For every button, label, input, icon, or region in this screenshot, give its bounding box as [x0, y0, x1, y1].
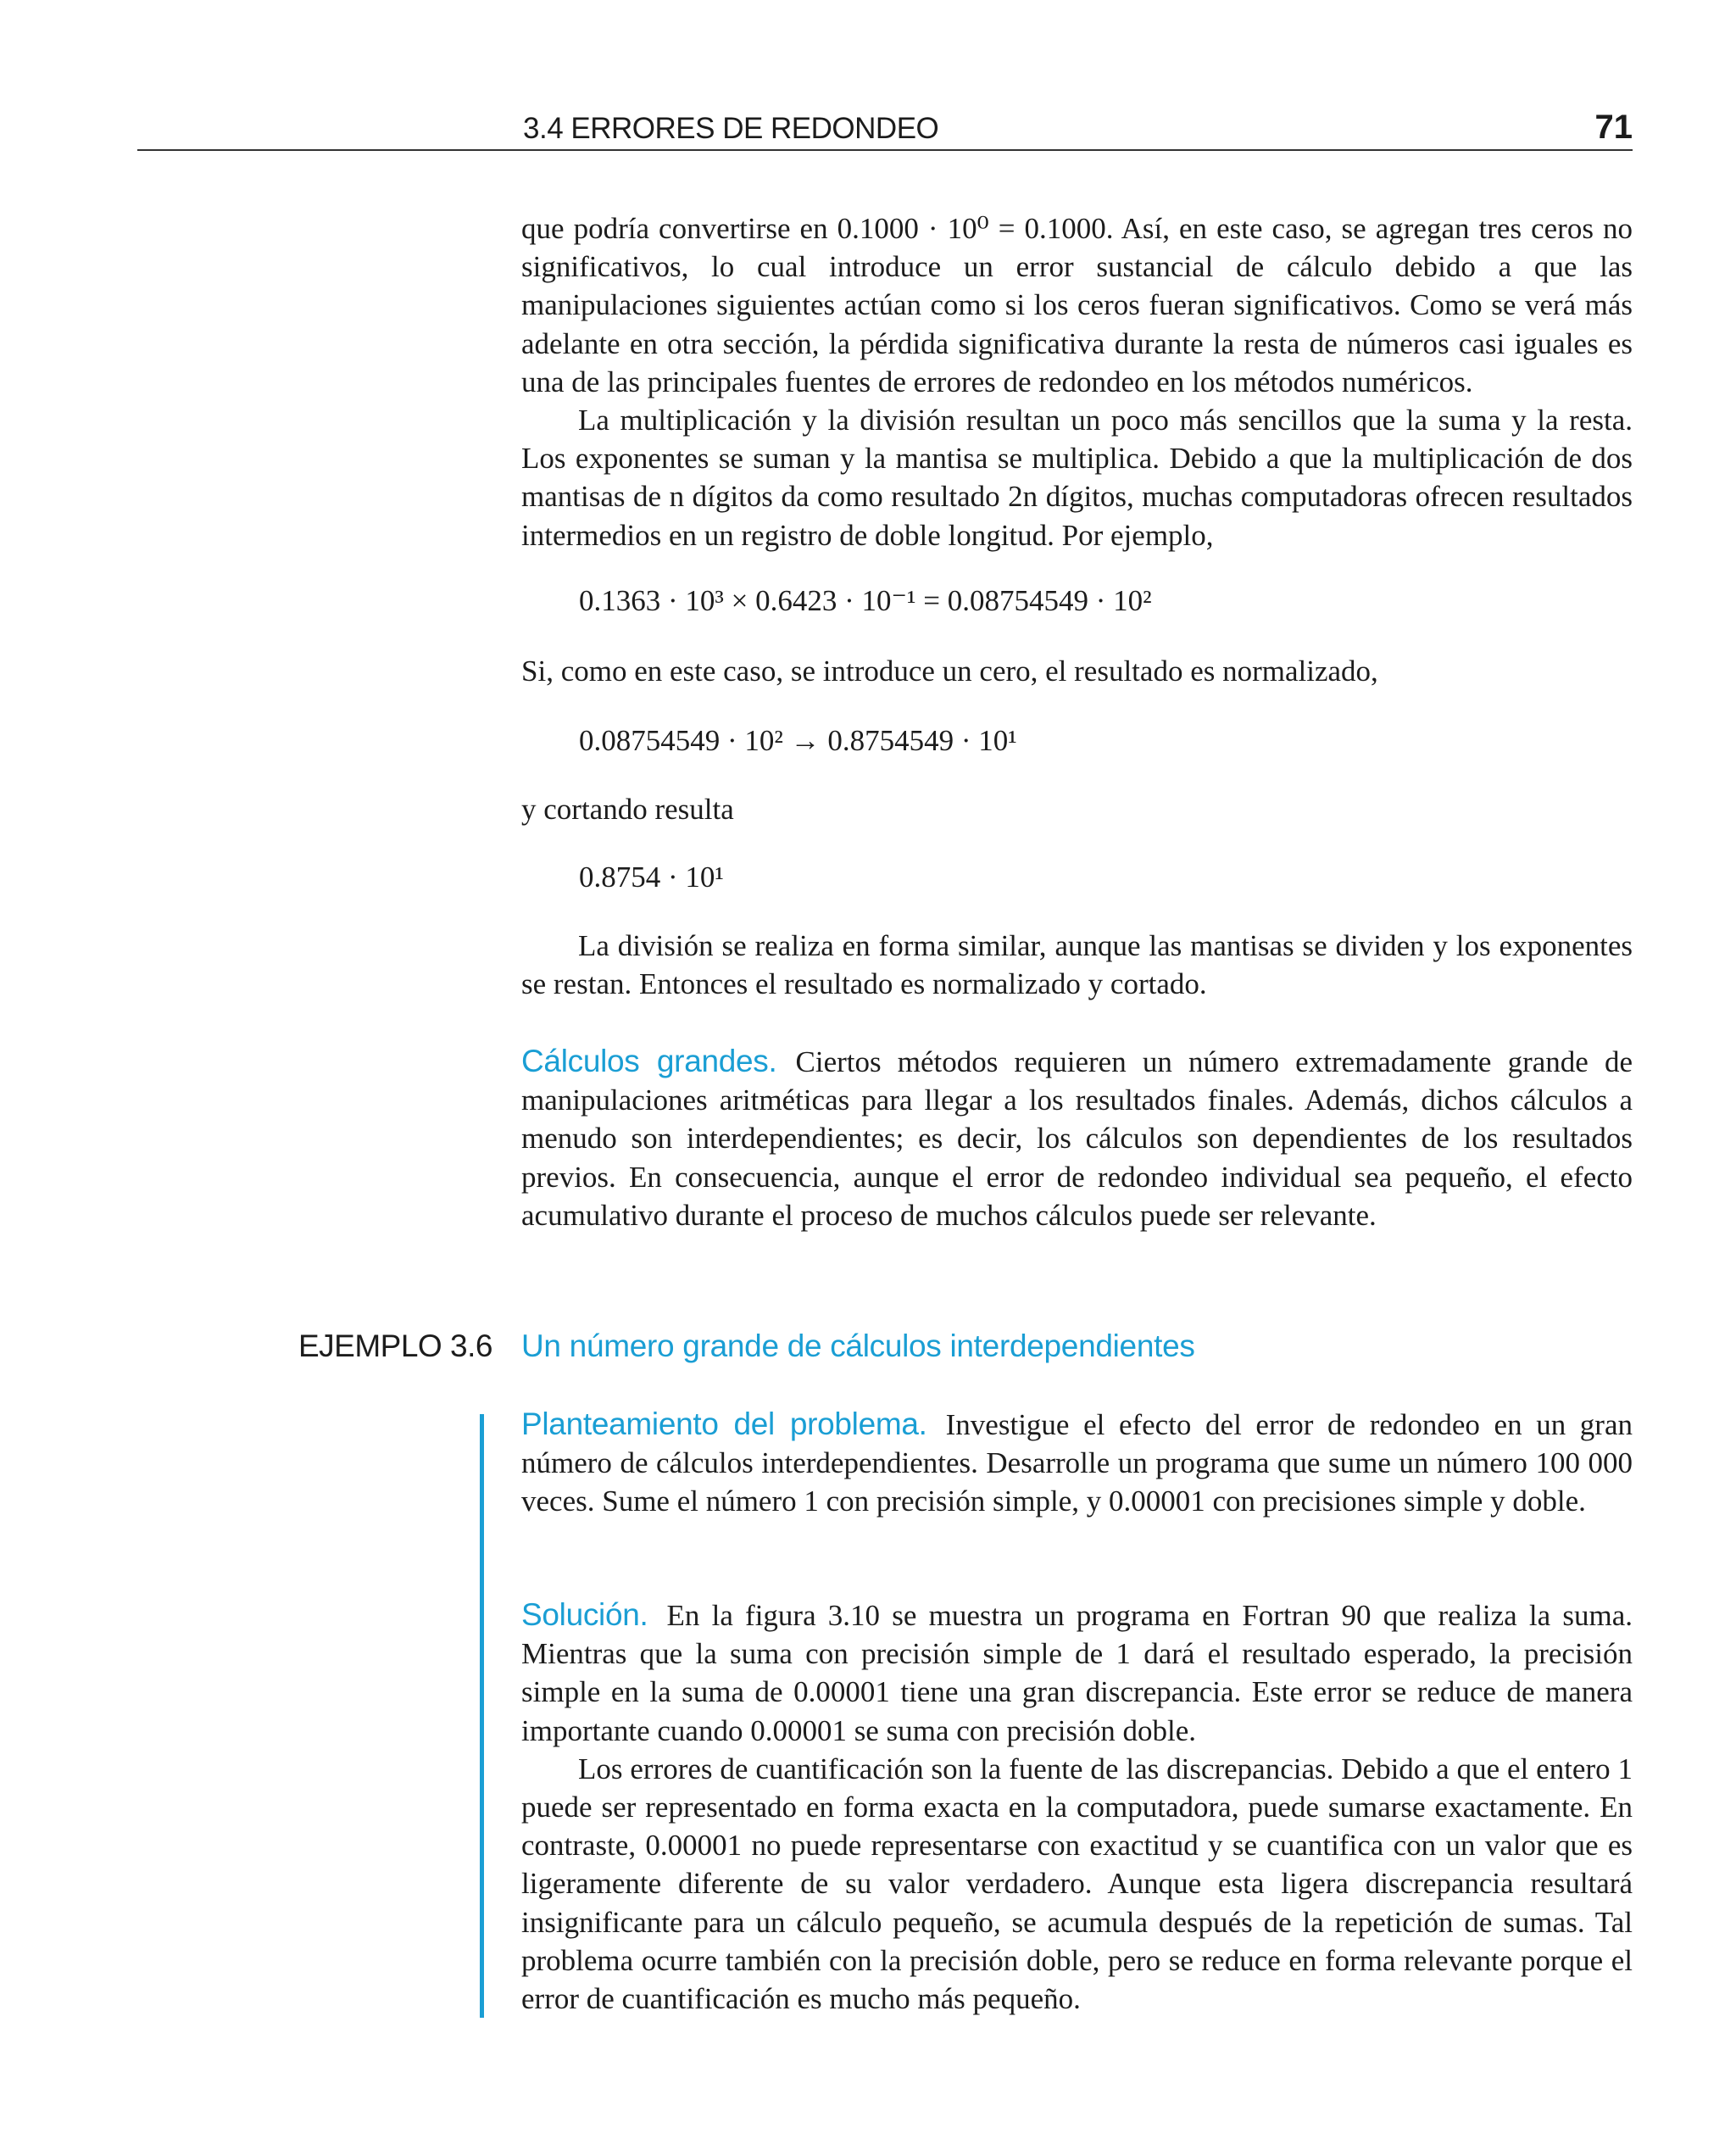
equation-product: 0.1363 · 10³ × 0.6423 · 10⁻¹ = 0.08754549 · 10²	[579, 584, 1152, 617]
equation-normalization: 0.08754549 · 10² → 0.8754549 · 10¹	[579, 724, 1017, 757]
body-block-3	[521, 790, 1633, 828]
solution-text: En la figura 3.10 se muestra un programa en Fortran 90 que realiza la suma. Mientras que la suma con precisión simple de 1 dará el resultado esperado, la precisión simple en la suma de 0.00001 tiene una gran discrepancia. Este error se reduce de manera importante cuando 0.00001 se suma con precisión doble.	[521, 1599, 1633, 1747]
body-block-4	[521, 927, 1633, 1003]
runin-heading-problem: Planteamiento del problema.	[521, 1406, 927, 1441]
paragraph-solution	[521, 1596, 1633, 1750]
paragraph-large-calculations	[521, 1042, 1633, 1234]
example-margin-bar	[480, 1414, 484, 2018]
runin-heading-large-calculations: Cálculos grandes.	[521, 1044, 777, 1078]
example-label: EJEMPLO 3.6	[298, 1328, 492, 1363]
large-calculations-text: Ciertos métodos requieren un número extremadamente grande de manipulaciones aritméticas para llegar a los resultados finales. Además, dichos cálculos a menudo son interdependientes; es decir, los cálculos son dependientes de los resultados previos. En consecuencia, aunque el error de redondeo individual sea pequeño, el efecto acumulativo durante el proceso de muchos cálculos puede ser relevante.	[521, 1045, 1633, 1232]
paragraph-quantization: Los errores de cuantificación son la fuente de las discrepancias. Debido a que el entero 1 puede ser representado en forma exacta en la computadora, puede sumarse exactamente. En contraste, 0.00001 no puede representarse con exactitud y se cuantifica con un valor que es ligeramente diferente de su valor verdadero. Aunque esta ligera discrepancia resultará insignificante para un cálculo pequeño, se acumula después de la repetición de sumas. Tal problema ocurre también con la precisión doble, pero se reduce en forma relevante porque el error de cuantificación es mucho más pequeño.	[521, 1752, 1633, 2016]
equation-chopped: 0.8754 · 10¹	[579, 861, 724, 894]
paragraph-chopping: y cortando resulta	[521, 793, 734, 826]
runin-heading-solution: Solución.	[521, 1597, 648, 1632]
problem-text: Investigue el efecto del error de redondeo en un gran número de cálculos interdependientes. Desarrolle un programa que sume un número 100 000 veces. Sume el número 1 con precisión simple, y 0.00001 con precisiones simple y doble.	[521, 1408, 1633, 1518]
running-header	[137, 109, 1633, 151]
paragraph-continuation: que podría convertirse en 0.1000 · 10⁰ = 0.1000. Así, en este caso, se agregan tres ceros no significativos, lo cual introduce un error sustancial de cálculo debido a que las manipulaciones siguientes actúan como si los ceros fueran significativos. Como se verá más adelante en otra sección, la pérdida significativa durante la resta de números casi iguales es una de las principales fuentes de errores de redondeo en los métodos numéricos.	[521, 212, 1633, 398]
example-title: Un número grande de cálculos interdependientes	[521, 1328, 1195, 1363]
paragraph-multiplication: La multiplicación y la división resultan un poco más sencillos que la suma y la resta. Los exponentes se suman y la mantisa se multiplica. Debido a que la multiplicación de dos mantisas de n dígitos da como resultado 2n dígitos, muchas computadoras ofrecen resultados intermedios en un registro de doble longitud. Por ejemplo,	[521, 404, 1633, 552]
example-solution	[521, 1596, 1633, 2018]
section-large-calculations	[521, 1042, 1633, 1234]
paragraph-normalized: Si, como en este caso, se introduce un cero, el resultado es normalizado,	[521, 654, 1378, 688]
paragraph-division: La división se realiza en forma similar, aunque las mantisas se dividen y los exponentes se restan. Entonces el resultado es normalizado y cortado.	[521, 929, 1633, 1001]
body-block-2	[521, 652, 1633, 690]
body-block-1	[521, 209, 1633, 554]
section-title: 3.4 ERRORES DE REDONDEO	[523, 112, 939, 145]
page-number: 71	[1594, 109, 1633, 146]
example-problem	[521, 1405, 1633, 1521]
paragraph-problem	[521, 1405, 1633, 1521]
